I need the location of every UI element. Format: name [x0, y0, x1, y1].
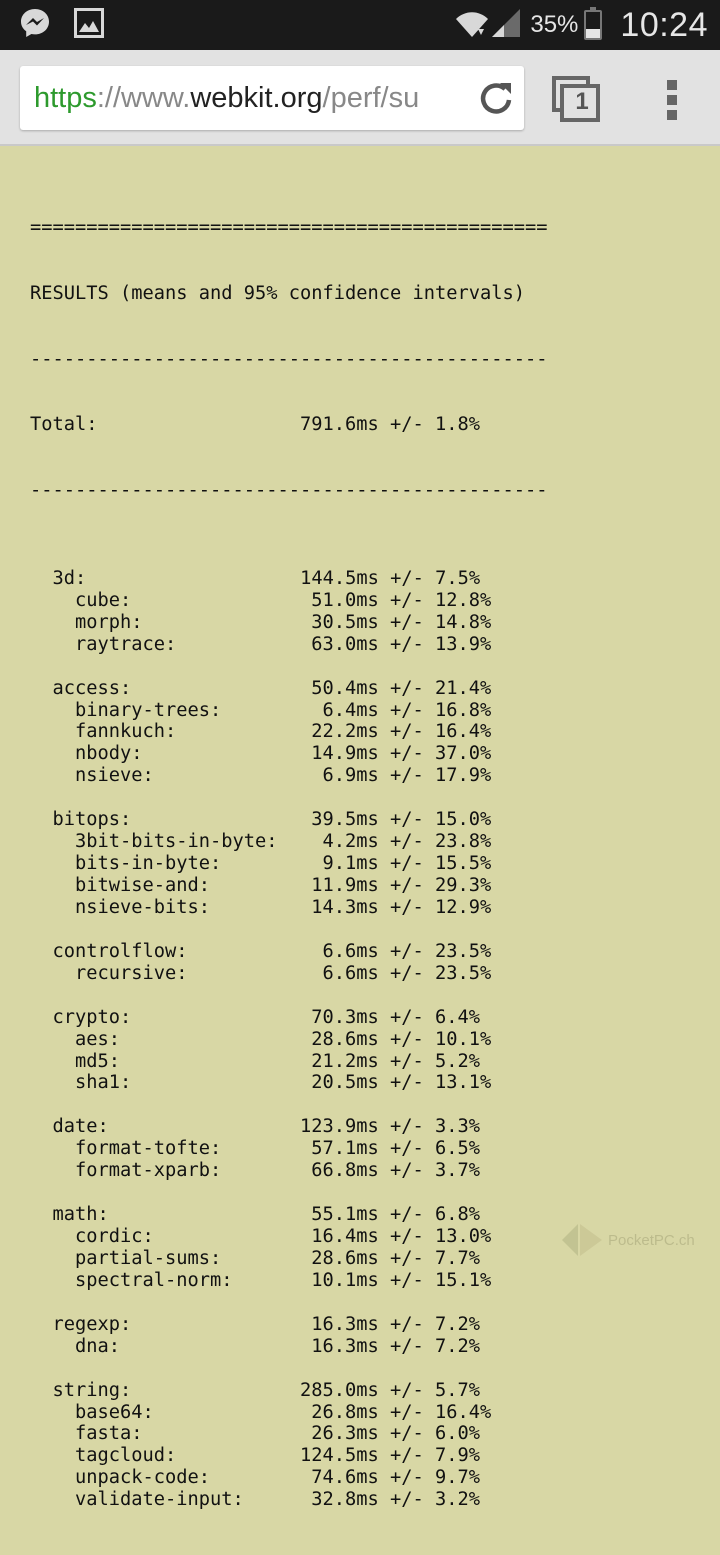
indent [30, 875, 75, 896]
result-group [30, 678, 710, 810]
benchmark-value: 11.9ms +/- 29.3% [311, 875, 492, 896]
benchmark-name: cordic: [75, 1226, 154, 1247]
item-row [30, 765, 710, 787]
benchmark-value: 51.0ms +/- 12.8% [311, 589, 492, 611]
indent [30, 1467, 75, 1488]
results-output [30, 173, 710, 1555]
tab-count: 1 [575, 88, 589, 115]
watermark [560, 1222, 695, 1258]
indent [30, 1336, 75, 1357]
indent [30, 1007, 53, 1028]
benchmark-value: 22.2ms +/- 16.4% [311, 721, 492, 743]
pad [131, 590, 311, 611]
indent [30, 765, 75, 786]
result-group [30, 1314, 710, 1380]
benchmark-name: validate-input: [75, 1489, 244, 1511]
battery-percent: 35% [530, 11, 579, 38]
benchmark-value: 144.5ms +/- 7.5% [300, 567, 481, 589]
total-row [30, 414, 710, 436]
pad [221, 1248, 311, 1269]
benchmark-name: spectral-norm: [75, 1269, 233, 1291]
result-group [30, 568, 710, 678]
pad [210, 1467, 311, 1488]
result-group [30, 809, 710, 941]
item-row [30, 721, 710, 743]
benchmark-value: 14.9ms +/- 37.0% [311, 743, 492, 765]
pad [109, 1204, 312, 1225]
benchmark-name: nbody: [75, 743, 143, 765]
pad [98, 414, 301, 435]
benchmark-name: string: [52, 1379, 132, 1401]
benchmark-value: 66.8ms +/- 3.7% [311, 1160, 481, 1182]
pad [176, 721, 311, 742]
benchmark-name: raytrace: [75, 633, 177, 655]
result-group [30, 1204, 710, 1314]
item-row [30, 1445, 710, 1467]
benchmark-name: morph: [75, 611, 143, 633]
more-vert-icon [662, 76, 682, 124]
pad [131, 809, 311, 830]
item-row [30, 897, 710, 919]
image-icon [74, 8, 104, 43]
blank-line [30, 546, 710, 568]
item-row [30, 700, 710, 722]
item-row [30, 743, 710, 765]
pad [221, 1138, 311, 1159]
benchmark-value: 16.3ms +/- 7.2% [311, 1313, 481, 1335]
pad [244, 1489, 312, 1510]
group-row [30, 1116, 710, 1138]
item-row [30, 1489, 710, 1511]
results-groups [30, 546, 710, 1533]
indent [30, 743, 75, 764]
pocketpc-logo-icon [560, 1222, 604, 1258]
benchmark-value: 16.3ms +/- 7.2% [311, 1335, 481, 1357]
benchmark-name: nsieve: [75, 765, 154, 787]
benchmark-name: fasta: [75, 1423, 143, 1445]
pad [143, 612, 312, 633]
benchmark-value: 6.9ms +/- 17.9% [322, 765, 492, 787]
watermark-text: PocketPC.ch [608, 1231, 695, 1249]
result-group [30, 1380, 710, 1534]
benchmark-value: 4.2ms +/- 23.8% [322, 831, 492, 853]
blank-line [30, 656, 710, 678]
clock: 10:24 [620, 5, 708, 44]
benchmark-name: partial-sums: [75, 1247, 222, 1269]
status-bar [0, 0, 720, 50]
item-row [30, 1160, 710, 1182]
url-separator: ://www. [96, 82, 191, 114]
benchmark-value: 14.3ms +/- 12.9% [311, 896, 492, 918]
benchmark-name: regexp: [52, 1313, 132, 1335]
benchmark-value: 32.8ms +/- 3.2% [311, 1489, 481, 1511]
item-row [30, 590, 710, 612]
overflow-menu-button[interactable] [662, 76, 682, 124]
benchmark-value: 9.1ms +/- 15.5% [322, 853, 492, 875]
messenger-icon [18, 6, 52, 45]
benchmark-name: unpack-code: [75, 1467, 211, 1489]
item-row [30, 612, 710, 634]
pad [143, 743, 312, 764]
pad [233, 1270, 312, 1291]
indent [30, 590, 75, 611]
indent [30, 1051, 75, 1072]
benchmark-name: binary-trees: [75, 699, 222, 721]
indent [30, 1072, 75, 1093]
benchmark-value: 21.2ms +/- 5.2% [311, 1050, 481, 1072]
indent [30, 700, 75, 721]
blank-line [30, 1292, 710, 1314]
pad [131, 1007, 311, 1028]
signal-icon [490, 7, 522, 44]
benchmark-name: cube: [75, 589, 132, 611]
address-bar[interactable] [20, 66, 524, 130]
indent [30, 1314, 53, 1335]
blank-line [30, 1094, 710, 1116]
item-row [30, 1467, 710, 1489]
benchmark-value: 26.3ms +/- 6.0% [311, 1423, 481, 1445]
benchmark-value: 124.5ms +/- 7.9% [300, 1445, 481, 1467]
pad [210, 897, 311, 918]
benchmark-name: tagcloud: [75, 1445, 177, 1467]
pad [188, 963, 323, 984]
pad [86, 568, 300, 589]
blank-line [30, 1511, 710, 1533]
benchmark-value: 16.4ms +/- 13.0% [311, 1226, 492, 1247]
indent [30, 1204, 53, 1225]
indent [30, 721, 75, 742]
blank-line [30, 1182, 710, 1204]
benchmark-name: 3bit-bits-in-byte: [75, 831, 278, 853]
group-row [30, 678, 710, 700]
url-path: /perf/su [322, 82, 420, 114]
blank-line [30, 985, 710, 1007]
indent [30, 1489, 75, 1510]
group-row [30, 809, 710, 831]
pad [120, 1029, 311, 1050]
pad [154, 1402, 312, 1423]
tabs-button[interactable] [552, 76, 602, 124]
benchmark-value: 57.1ms +/- 6.5% [311, 1138, 481, 1160]
group-row [30, 941, 710, 963]
pad [210, 875, 311, 896]
indent [30, 831, 75, 852]
reload-icon[interactable] [476, 78, 516, 118]
result-group [30, 1116, 710, 1204]
pad [278, 831, 323, 852]
benchmark-value: 20.5ms +/- 13.1% [311, 1072, 492, 1094]
total-label: Total: [30, 414, 98, 436]
url-scheme: https [34, 82, 97, 114]
benchmark-name: md5: [75, 1050, 121, 1072]
pad [221, 853, 322, 874]
item-row [30, 875, 710, 897]
benchmark-name: aes: [75, 1028, 121, 1050]
item-row [30, 634, 710, 656]
pad [221, 700, 322, 721]
item-row [30, 831, 710, 853]
item-row [30, 1270, 710, 1292]
benchmark-name: nsieve-bits: [75, 896, 211, 918]
item-row [30, 963, 710, 985]
rule-line: ============================================== [30, 216, 548, 238]
benchmark-value: 70.3ms +/- 6.4% [311, 1006, 481, 1028]
benchmark-value: 6.6ms +/- 23.5% [322, 940, 492, 962]
benchmark-name: math: [52, 1204, 109, 1226]
total-value: 791.6ms +/- 1.8% [300, 414, 481, 436]
indent [30, 568, 53, 589]
benchmark-value: 28.6ms +/- 7.7% [311, 1247, 481, 1269]
indent [30, 963, 75, 984]
pad [131, 678, 311, 699]
benchmark-name: sha1: [75, 1072, 132, 1094]
benchmark-value: 6.6ms +/- 23.5% [322, 962, 492, 984]
browser-toolbar [0, 50, 720, 146]
results-heading: RESULTS (means and 95% confidence intervals) [30, 282, 526, 304]
indent [30, 1160, 75, 1181]
item-row [30, 1402, 710, 1424]
benchmark-name: format-tofte: [75, 1138, 222, 1160]
benchmark-name: base64: [75, 1401, 154, 1423]
benchmark-name: controlflow: [52, 940, 188, 962]
indent [30, 941, 53, 962]
blank-line [30, 919, 710, 941]
group-row [30, 568, 710, 590]
benchmark-value: 55.1ms +/- 6.8% [311, 1204, 481, 1226]
indent [30, 1029, 75, 1050]
benchmark-value: 30.5ms +/- 14.8% [311, 611, 492, 633]
battery-level [586, 29, 600, 38]
indent [30, 1248, 75, 1269]
benchmark-value: 10.1ms +/- 15.1% [311, 1269, 492, 1291]
benchmark-value: 6.4ms +/- 16.8% [322, 699, 492, 721]
result-group [30, 1007, 710, 1117]
indent [30, 853, 75, 874]
indent [30, 1226, 75, 1247]
pad [131, 1314, 311, 1335]
pad [188, 941, 323, 962]
benchmark-value: 123.9ms +/- 3.3% [300, 1116, 481, 1138]
benchmark-value: 50.4ms +/- 21.4% [311, 677, 492, 699]
url-host: webkit.org [190, 82, 323, 114]
group-row [30, 1007, 710, 1029]
pad [221, 1160, 311, 1181]
pad [154, 1226, 312, 1247]
pad [131, 1072, 311, 1093]
group-row [30, 1314, 710, 1336]
benchmark-value: 26.8ms +/- 16.4% [311, 1401, 492, 1423]
benchmark-name: fannkuch: [75, 721, 177, 743]
item-row [30, 853, 710, 875]
benchmark-value: 74.6ms +/- 9.7% [311, 1467, 481, 1489]
item-row [30, 1072, 710, 1094]
pad [176, 634, 311, 655]
benchmark-value: 28.6ms +/- 10.1% [311, 1028, 492, 1050]
blank-line [30, 1358, 710, 1380]
pad [109, 1116, 300, 1137]
item-row [30, 1029, 710, 1051]
benchmark-name: recursive: [75, 962, 188, 984]
indent [30, 1270, 75, 1291]
benchmark-name: 3d: [52, 567, 87, 589]
battery-icon [584, 10, 602, 40]
pad [176, 1445, 300, 1466]
benchmark-name: format-xparb: [75, 1160, 222, 1182]
wifi-icon [454, 7, 490, 44]
item-row [30, 1336, 710, 1358]
indent [30, 1138, 75, 1159]
result-group [30, 941, 710, 1007]
group-row [30, 1380, 710, 1402]
indent [30, 897, 75, 918]
pad [131, 1380, 300, 1401]
item-row [30, 1423, 710, 1445]
blank-line [30, 787, 710, 809]
url-text[interactable] [34, 66, 464, 130]
benchmark-name: dna: [75, 1335, 121, 1357]
indent [30, 678, 53, 699]
item-row [30, 1138, 710, 1160]
indent [30, 1116, 53, 1137]
pad [154, 765, 323, 786]
benchmark-value: 63.0ms +/- 13.9% [311, 633, 492, 655]
benchmark-name: date: [52, 1116, 109, 1138]
indent [30, 809, 53, 830]
benchmark-value: 285.0ms +/- 5.7% [300, 1379, 481, 1401]
benchmark-name: bitops: [52, 809, 132, 831]
indent [30, 1402, 75, 1423]
pad [120, 1051, 311, 1072]
benchmark-name: bits-in-byte: [75, 853, 222, 875]
indent [30, 1445, 75, 1466]
benchmark-value: 39.5ms +/- 15.0% [311, 809, 492, 831]
pad [120, 1336, 311, 1357]
indent [30, 612, 75, 633]
pad [143, 1423, 312, 1444]
rule-line: ---------------------------------------------- [30, 480, 548, 502]
benchmark-name: crypto: [52, 1006, 132, 1028]
benchmark-name: access: [52, 677, 132, 699]
indent [30, 1423, 75, 1444]
rule-line: ---------------------------------------------- [30, 348, 548, 370]
indent [30, 1380, 53, 1401]
benchmark-name: bitwise-and: [75, 875, 211, 896]
item-row [30, 1051, 710, 1073]
indent [30, 634, 75, 655]
